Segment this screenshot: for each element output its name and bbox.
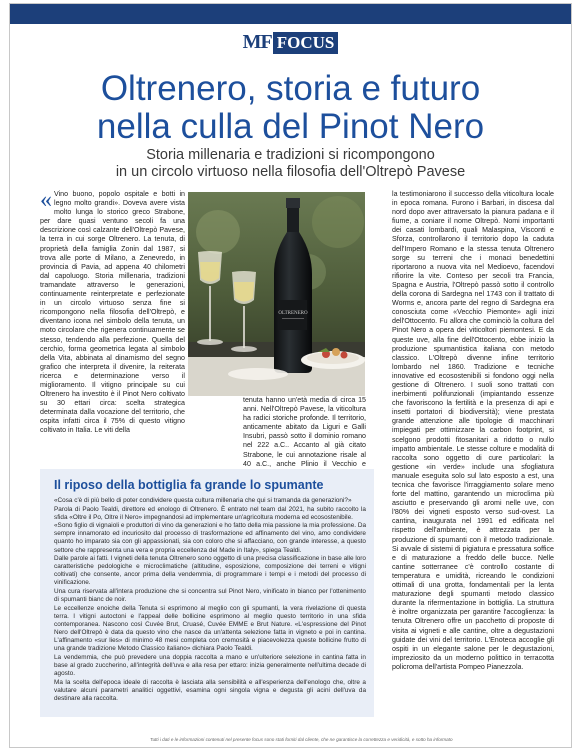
box-paragraph: Una cura riservata all'intera produzione che si concentra sul Pinot Nero, vinificato in bianco per l'ottenimento di spumanti bianc de noir. [54, 588, 366, 604]
article-column-1 [40, 190, 185, 466]
logo-brand: MF [242, 31, 272, 53]
box-paragraph: Dalle parole ai fatti. I vigneti della tenuta Oltrenero sono oggetto di una precisa classificazione in base alle loro caratteristiche pedologiche e microclimatiche (altitudine, esposizione, composizione dei terreni e vitigni coltivati) che consente, ancor prima della vendemmia, di programmare i tempi e i metodi del processo di vinificazione. [54, 555, 366, 587]
box-paragraph: Parola di Paolo Tealdi, direttore ed enologo di Oltrenero. È entrato nel team dal 2021, ha subito raccolto la sfida «Oltre il Po, Oltre il Nero» impegnandosi ad implementare un'agricoltura moderna ed ecosostenibile. [54, 505, 366, 521]
box-paragraph: Ma la scelta dell'epoca ideale di raccolta è lasciata alla sensibilità e all'esperienza dell'enologo che, oltre a valutare alcuni parametri analitici oggettivi, esamina ogni singola vigna e degusta gli acini dell'uva da destinare alla raccolta. [54, 678, 366, 702]
wine-bottle-illustration [188, 192, 365, 396]
wine-bottle-photo [188, 192, 365, 396]
headline-line-1: Oltrenero, storia e futuro [100, 69, 481, 108]
box-paragraph: «Cosa c'è di più bello di poter condividere questa cultura millenaria che qui si tramanda da generazioni?» [54, 497, 352, 504]
subhead-line-1: Storia millenaria e tradizioni si ricompongono [146, 147, 435, 163]
sidebar-box-body [54, 497, 366, 703]
newspaper-page [9, 3, 572, 748]
box-paragraph: Le eccellenze enoiche della Tenuta si esprimono al meglio con gli spumanti, la vera rivelazione di questa terra. I vitigni autoctoni e l'appeal delle bollicine esprimono al meglio questo territorio in una sfida contemporanea. Nascono così Cuvée Brut, Cruasé, Cuvée EMME e Brut Nature. «L'espressione del Pinot Nero dell'Oltrepò è data da questo vino che nasce da un'attenta selezione fatta in vigneto e poi in cantina. L'affinamento «sur lies» di minimo 48 mesi completa con cremosità e piacevolezza queste bollicine frutto di una grande tradizione Metodo Classico italiano» dichiara Paolo Tealdi. [54, 604, 366, 653]
mf-focus-logo [10, 30, 571, 54]
footnote-disclaimer: Tutti i dati e le informazioni contenuti nel presente focus sono stati forniti dal cliente, che ne garantisce la correttezza e veridicità, e sotto ha informato [150, 737, 453, 742]
column-3-text: la testimoniarono il successo della viticoltura locale in epoca romana. Furono i Barbari, in discesa dal nord dopo aver attraversato la pianura padana e il fiume, a coniare il nome Oltrepò. Nomi importanti dei casati lombardi, quali Malaspina, Visconti e Sforza, controllarono il territorio dopo la caduta dell'Impero Romano e la stessa tenuta Oltrenero sorge su terreni che i monaci benedettini riportarono a nuova vita nel Medioevo, facendovi rifiorire la vite. Conteso per secoli tra Francia, Spagna e Austria, l'Oltrepò passò sotto il controllo della corona di Sardegna nel 1743 con il trattato di Worms e, ancora parte del regno di Sardegna era conosciuta come «Vecchio Piemonte» agli inizi dell'Ottocento. Fu allora che cominciò la coltura del Pinot Nero a opera dei viticoltori piemontesi. E da queste uve, alla fine dell'Ottocento, ebbe inizio la produzione spumantistica italiana con metodo classico. L'Oltrepò divenne infine territorio lombardo nel 1860. Tradizione e tecniche innovative ed ecosostenibili si fondono oggi nella gestione di Oltrenero. I suoli sono trattati con inerbimenti polifunzionali (impiantando essenze che favoriscono la fertilità e la presenza di api e insetti portatori di biodiversità); viene prestata grande attenzione alle tipologie di macchinari impiegati per ottimizzare la carbon footprint, si scelgono prodotti fitosanitari a ridotto o nullo impatto ambientale. Le stesse colture e modalità di raccolta sono oggetto di cure particolari: la gestione «in verde» include una sfogliatura manuale eseguita solo sul lato esposto a est, una tecnica che favorisce l'irraggiamento solare meno forte del mattino, garantendo un microclima più asciutto e preservando gli aromi nelle uve, con l'80% dei vigneti esposto verso sud-ovest. La cantina, inaugurata nel 1991 ed edificata nel rispetto dell'ambiente, è attrezzata per la produzione di spumanti con il metodo tradizionale. Si avvale di sistemi di pigiatura e pressatura soffice e di maturazione a freddo delle bucce. Nelle cantine sotterranee c'è controllo costante di temperatura e umidità, ricreando le condizioni ottimali di una grotta, fondamentali per la lenta maturazione degli spumanti metodo classico durante la rifermentazione in bottiglia. La struttura è inoltre organizzata per garantire l'accoglienza: la tenuta Oltrenero offre un pacchetto di proposte di visita ai vigneti e alle cantine, oltre a degustazioni guidate dei vini del territorio. L'Enoteca accoglie gli ospiti in un elegante salone per le degustazioni, impreziosito da un moderno polittico in terracotta policroma dell'artista Pompeo Pianezzola. [392, 190, 554, 671]
bottle-label-text: OLTRENERO [278, 311, 308, 316]
box-paragraph: «Sono figlio di vignaioli e produttori di vino da generazioni e ho fatto della mia passione la mia professione. Da sempre innamorato ed incuriosito dal processo di trasformazione ed affinamento del vino, amo condividere quanto ho imparato sia con gli appassionati, sia con coloro che si affacciano, con grande interesse, a questo settore che rappresenta una vera e propria eccellenza del Made in Italy», spiega Tealdi. [54, 522, 366, 554]
sidebar-box-title: Il riposo della bottiglia fa grande lo spumante [54, 478, 324, 492]
headline-line-2: nella culla del Pinot Nero [96, 107, 485, 146]
article-subhead [50, 147, 531, 181]
opening-quote-mark: « [40, 190, 52, 213]
logo-section: FOCUS [273, 32, 339, 54]
article-column-2-text: tenuta hanno un'età media di circa 15 anni. Nell'Oltrepò Pavese, la viticoltura ha radici storiche profonde. Il territorio, anticamente abitato da Liguri e Galli Insubri, passò sotto il dominio romano nel 222 a.C.. Accanto al già citato Strabone, le cui annotazione risale al 40 a.C., anche Plinio il Vecchio e [243, 396, 366, 468]
article-column-3 [392, 190, 554, 735]
box-paragraph: La vendemmia, che può prevedere una doppia raccolta a mano e un'ulteriore selezione in cantina fatta in base al grado zuccherino, all'integrità dell'uva e alla resa per ettaro: inizia generalmente nell'ultima decade di agosto. [54, 653, 366, 677]
sidebar-box [40, 469, 374, 717]
column-1-text: Vino buono, popolo ospitale e botti in legno molto grandi». Doveva avere vista molto lunga lo storico greco Strabone, per dare quasi ventuno secoli fa una descrizione così calzante dell'Oltrepò Pavese, la terra in cui sorge Oltrenero. La tenuta, di proprietà della famiglia Zonin dal 1987, si trova alle porte di Milano, a Zenevredo, in provincia di Pavia, ad appena 40 chilometri dal capoluogo. Storia millenaria, tradizioni tramandate attraverso le generazioni, continuamente reinterpretate e perfezionate in un circolo virtuoso senza fine si ricompongono nella filosofia dell'Oltrepò, e diventano icona nel simbolo della tenuta, un moto circolare che rigenera continuamente se stesso, tendendo alla perfezione. Quella del cerchio, forma geometrica legata al simbolo della Vita, abbinata al dinamismo del segno grafico che interpreta il divenire, la reiterata ricerca e determinazione verso il miglioramento. Il vitigno principale su cui Oltrenero ha investito è il Pinot Nero coltivato su 30 ettari circa: scelta strategica determinata dalla vocazione del territorio, che ospita infatti circa il 75% di questo vitigno coltivato in Italia. Le viti della [40, 190, 185, 435]
subhead-line-2: in un circolo virtuoso nella filosofia dell'Oltrepò Pavese [115, 164, 466, 180]
article-headline [10, 70, 571, 146]
